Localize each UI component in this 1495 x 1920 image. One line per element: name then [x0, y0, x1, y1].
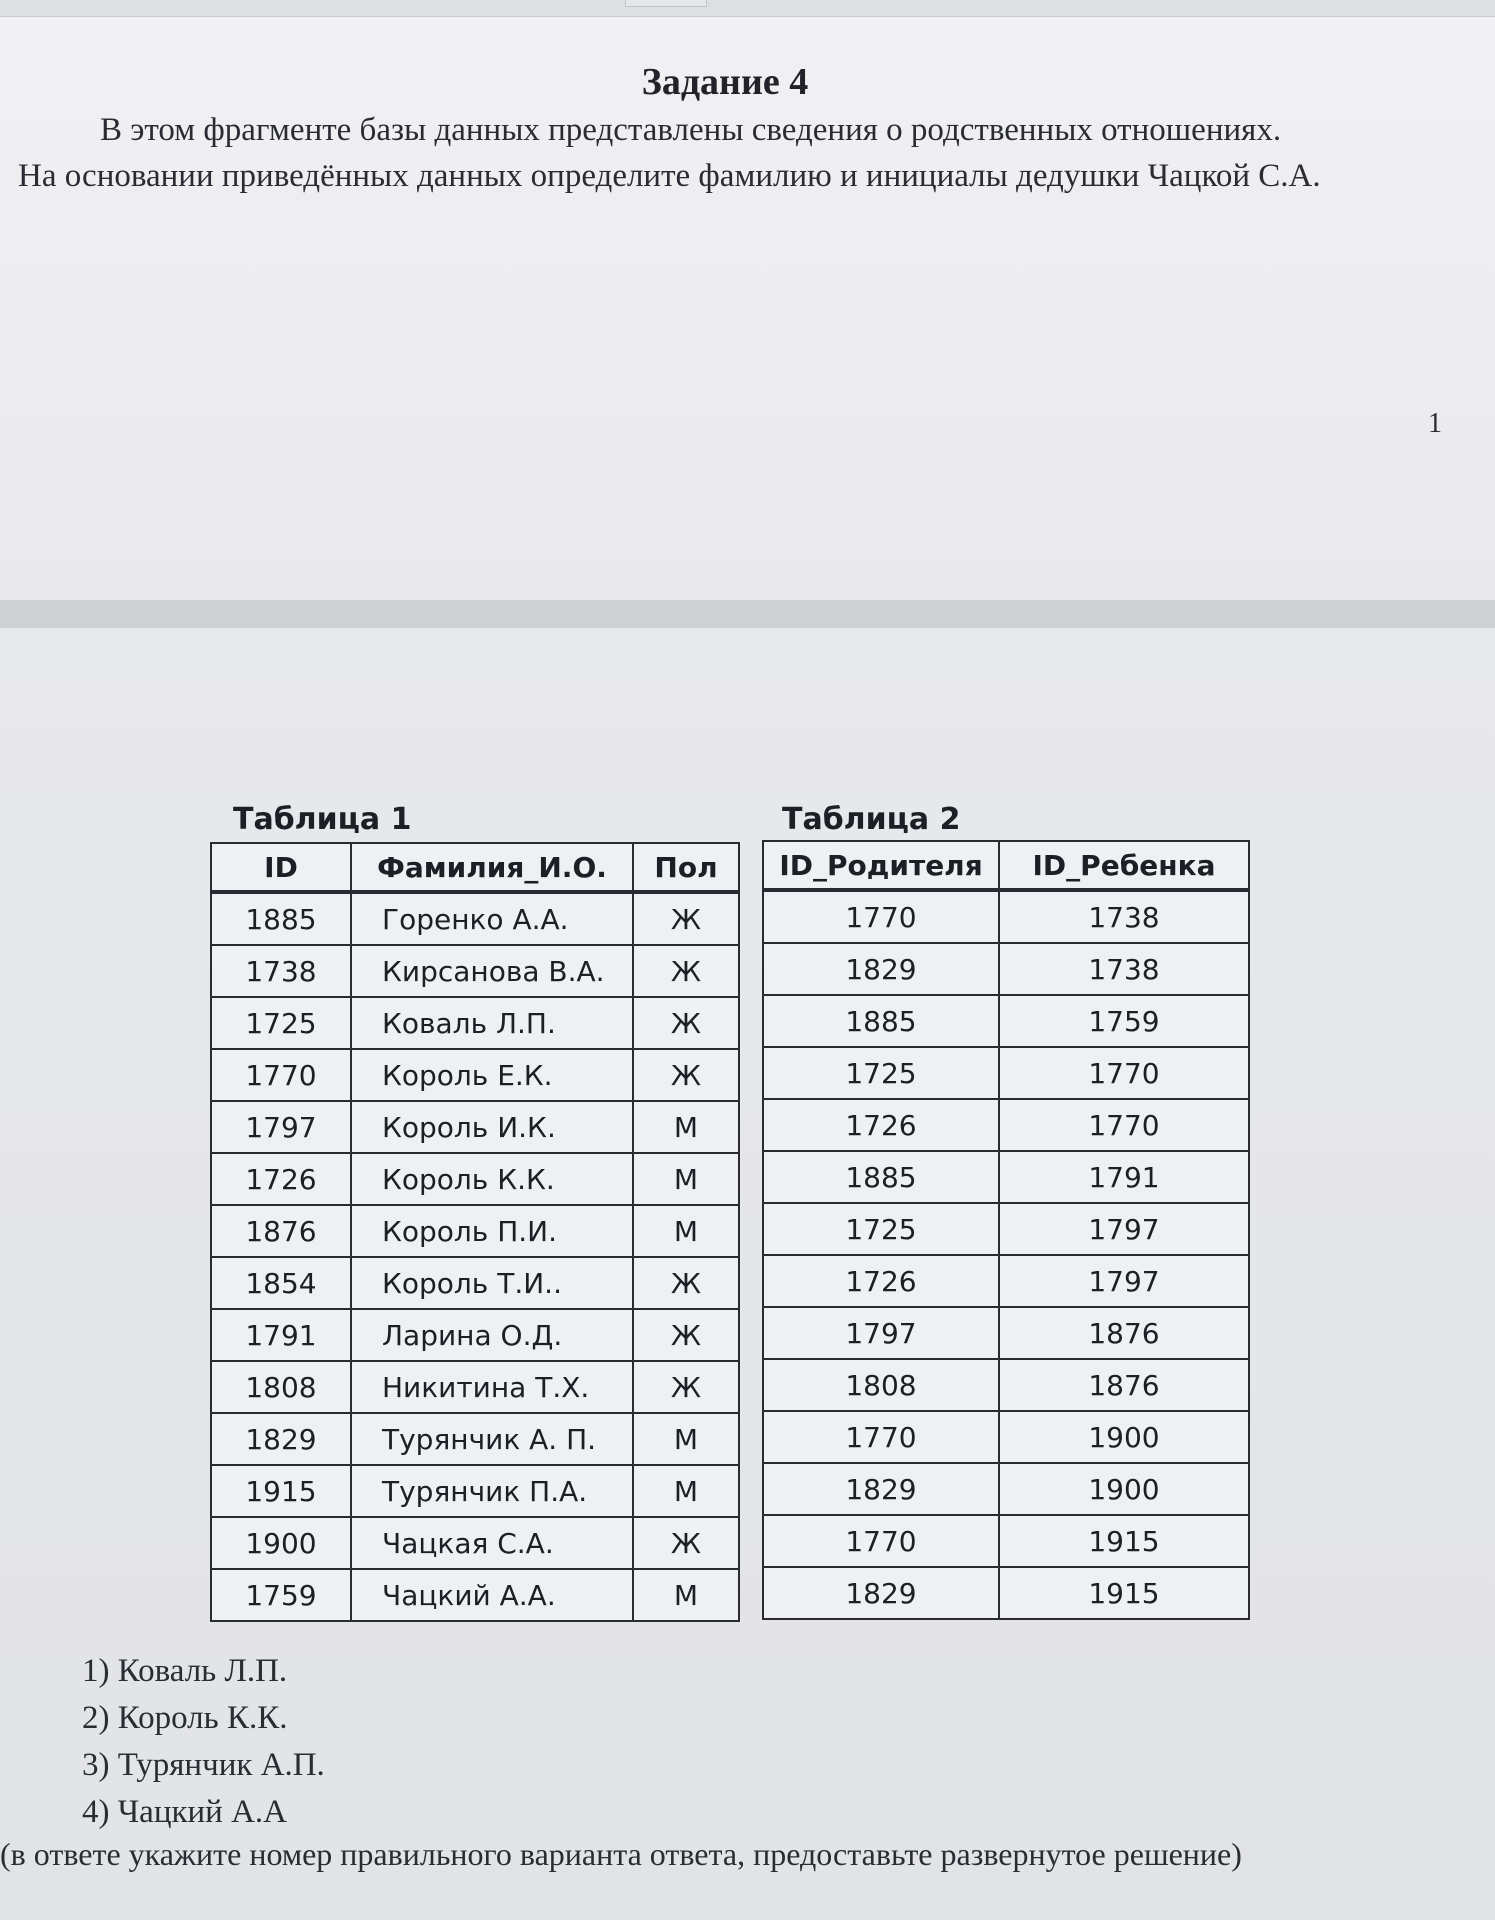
table-row: [211, 945, 739, 997]
table-row: [211, 1309, 739, 1361]
table-row: [763, 1151, 1249, 1203]
person-name-cell: Турянчик П.А.: [351, 1465, 633, 1517]
child-id-cell: 1738: [999, 943, 1249, 995]
table-row: [763, 1255, 1249, 1307]
parent-id-cell: 1726: [763, 1099, 999, 1151]
parent-id-cell: 1725: [763, 1203, 999, 1255]
parent-id-cell: 1770: [763, 1515, 999, 1567]
table-row: [763, 1515, 1249, 1567]
task-title: Задание 4: [641, 61, 809, 103]
parent-id-cell: 1829: [763, 943, 999, 995]
column-header-child-id: ID_Ребенка: [999, 841, 1249, 890]
parent-id-cell: 1770: [763, 1411, 999, 1463]
person-name-cell: Ларина О.Д.: [351, 1309, 633, 1361]
person-name-cell: Король К.К.: [351, 1153, 633, 1205]
person-id-cell: 1726: [211, 1153, 351, 1205]
table-row: [211, 1517, 739, 1569]
table-row: [211, 1413, 739, 1465]
table-row: [211, 1257, 739, 1309]
table-row: [211, 1205, 739, 1257]
person-id-cell: 1738: [211, 945, 351, 997]
table-row: [763, 1567, 1249, 1619]
person-sex-cell: М: [633, 1569, 739, 1621]
table2-caption: Таблица 2: [782, 802, 961, 837]
table-row: [763, 943, 1249, 995]
person-id-cell: 1900: [211, 1517, 351, 1569]
person-name-cell: Король Е.К.: [351, 1049, 633, 1101]
table-header-row: [763, 841, 1249, 890]
person-sex-cell: Ж: [633, 1361, 739, 1413]
child-id-cell: 1900: [999, 1463, 1249, 1515]
child-id-cell: 1876: [999, 1307, 1249, 1359]
parent-id-cell: 1725: [763, 1047, 999, 1099]
table-row: [211, 1049, 739, 1101]
table-row: [763, 995, 1249, 1047]
column-header-name: Фамилия_И.О.: [351, 843, 633, 892]
child-id-cell: 1797: [999, 1203, 1249, 1255]
child-id-cell: 1791: [999, 1151, 1249, 1203]
persons-table: [210, 842, 740, 1622]
person-sex-cell: М: [633, 1101, 739, 1153]
answer-option-1: 1) Коваль Л.П.: [82, 1653, 288, 1689]
person-id-cell: 1854: [211, 1257, 351, 1309]
person-name-cell: Горенко А.А.: [351, 892, 633, 945]
person-id-cell: 1770: [211, 1049, 351, 1101]
parent-id-cell: 1808: [763, 1359, 999, 1411]
table-row: [763, 1359, 1249, 1411]
person-sex-cell: Ж: [633, 1309, 739, 1361]
parent-id-cell: 1797: [763, 1307, 999, 1359]
answer-option-4: 4) Чацкий А.А: [82, 1794, 288, 1830]
parent-id-cell: 1829: [763, 1463, 999, 1515]
person-id-cell: 1808: [211, 1361, 351, 1413]
person-name-cell: Коваль Л.П.: [351, 997, 633, 1049]
child-id-cell: 1797: [999, 1255, 1249, 1307]
person-name-cell: Турянчик А. П.: [351, 1413, 633, 1465]
child-id-cell: 1915: [999, 1515, 1249, 1567]
table-row: [763, 1411, 1249, 1463]
child-id-cell: 1876: [999, 1359, 1249, 1411]
table-row: [763, 1047, 1249, 1099]
person-sex-cell: Ж: [633, 1049, 739, 1101]
child-id-cell: 1900: [999, 1411, 1249, 1463]
table-row: [211, 892, 739, 945]
parent-id-cell: 1829: [763, 1567, 999, 1619]
person-name-cell: Никитина Т.Х.: [351, 1361, 633, 1413]
person-name-cell: Король П.И.: [351, 1205, 633, 1257]
person-sex-cell: Ж: [633, 997, 739, 1049]
person-name-cell: Король И.К.: [351, 1101, 633, 1153]
table-row: [211, 1361, 739, 1413]
person-sex-cell: М: [633, 1153, 739, 1205]
person-sex-cell: М: [633, 1205, 739, 1257]
answer-option-3: 3) Турянчик А.П.: [82, 1747, 325, 1783]
persons-table-body: [211, 892, 739, 1621]
person-sex-cell: Ж: [633, 892, 739, 945]
person-id-cell: 1725: [211, 997, 351, 1049]
column-header-sex: Пол: [633, 843, 739, 892]
person-name-cell: Кирсанова В.А.: [351, 945, 633, 997]
person-sex-cell: Ж: [633, 1517, 739, 1569]
table-row: [763, 1307, 1249, 1359]
person-id-cell: 1915: [211, 1465, 351, 1517]
person-name-cell: Чацкий А.А.: [351, 1569, 633, 1621]
table-row: [763, 890, 1249, 943]
child-id-cell: 1738: [999, 890, 1249, 943]
person-id-cell: 1797: [211, 1101, 351, 1153]
table-row: [211, 1569, 739, 1621]
parent-id-cell: 1885: [763, 1151, 999, 1203]
table-header-row: [211, 843, 739, 892]
person-id-cell: 1791: [211, 1309, 351, 1361]
answer-instructions: (в ответе укажите номер правильного варианта ответа, предоставьте развернутое решение): [0, 1836, 1242, 1872]
person-sex-cell: М: [633, 1465, 739, 1517]
person-id-cell: 1876: [211, 1205, 351, 1257]
person-id-cell: 1759: [211, 1569, 351, 1621]
table-row: [211, 997, 739, 1049]
child-id-cell: 1770: [999, 1047, 1249, 1099]
answer-options: [82, 1648, 325, 1836]
table1-caption: Таблица 1: [233, 802, 412, 837]
parent-id-cell: 1770: [763, 890, 999, 943]
child-id-cell: 1759: [999, 995, 1249, 1047]
person-sex-cell: Ж: [633, 1257, 739, 1309]
column-header-parent-id: ID_Родителя: [763, 841, 999, 890]
column-header-id: ID: [211, 843, 351, 892]
table-row: [211, 1101, 739, 1153]
parent-id-cell: 1726: [763, 1255, 999, 1307]
table-row: [763, 1099, 1249, 1151]
table-row: [763, 1463, 1249, 1515]
answer-option-2: 2) Король К.К.: [82, 1700, 288, 1736]
table-row: [211, 1465, 739, 1517]
person-sex-cell: М: [633, 1413, 739, 1465]
parent-id-cell: 1885: [763, 995, 999, 1047]
page-break-gap: [0, 600, 1495, 628]
task-text-line-2: На основании приведённых данных определите фамилию и инициалы дедушки Чацкой С.А.: [18, 158, 1321, 194]
person-sex-cell: Ж: [633, 945, 739, 997]
person-name-cell: Чацкая С.А.: [351, 1517, 633, 1569]
person-id-cell: 1829: [211, 1413, 351, 1465]
task-text-line-1: В этом фрагменте базы данных представлены сведения о родственных отношениях.: [100, 112, 1282, 148]
child-id-cell: 1770: [999, 1099, 1249, 1151]
table-row: [211, 1153, 739, 1205]
child-id-cell: 1915: [999, 1567, 1249, 1619]
relations-table-body: [763, 890, 1249, 1619]
page-edge-tab: [625, 0, 707, 7]
person-name-cell: Король Т.И..: [351, 1257, 633, 1309]
previous-page-edge: [0, 0, 1495, 17]
table-row: [763, 1203, 1249, 1255]
person-id-cell: 1885: [211, 892, 351, 945]
page-number: 1: [1428, 408, 1442, 439]
relations-table: [762, 840, 1250, 1620]
